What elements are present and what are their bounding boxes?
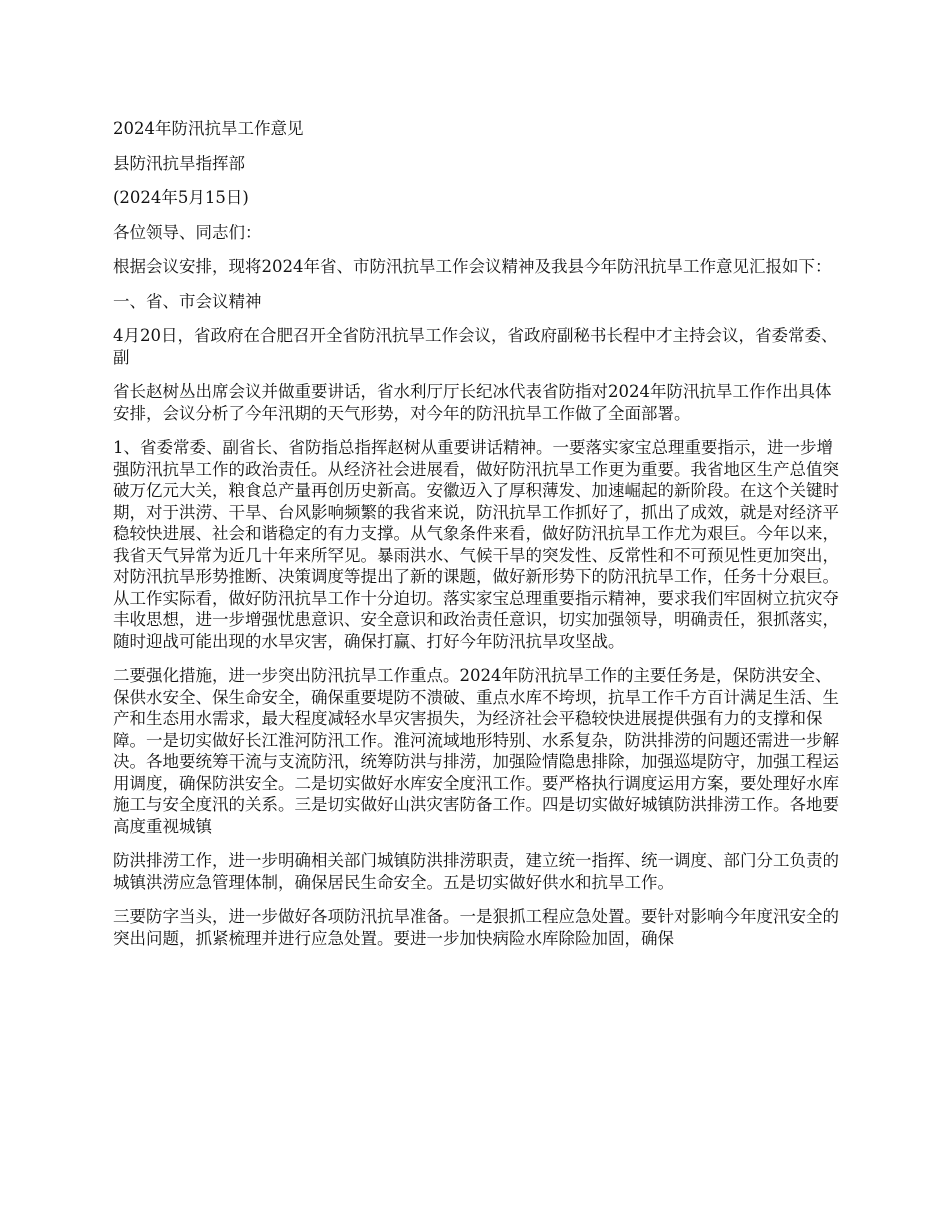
paragraph: 4月20日，省政府在合肥召开全省防汛抗旱工作会议，省政府副秘书长程中才主持会议，省委常委、副 (113, 326, 838, 367)
paragraph: 三要防字当头，进一步做好各项防汛抗旱准备。一是狠抓工程应急处置。要针对影响今年度汛安全的突出问题，抓紧梳理并进行应急处置。要进一步加快病险水库除险加固，确保 (113, 907, 839, 948)
document-issuer: 县防汛抗旱指挥部 (113, 153, 245, 173)
document-salutation: 各位领导、同志们： (113, 222, 262, 242)
document-date: (2024年5月15日) (113, 188, 249, 207)
section-heading: 一、省、市会议精神 (113, 291, 262, 311)
paragraph-intro: 根据会议安排，现将2024年省、市防汛抗旱工作会议精神及我县今年防汛抗旱工作意见汇报如下： (113, 257, 832, 276)
document-title: 2024年防汛抗旱工作意见 (113, 119, 304, 138)
paragraph: 防洪排涝工作，进一步明确相关部门城镇防洪排涝职责，建立统一指挥、统一调度、部门分工负责的城镇洪涝应急管理体制，确保居民生命安全。五是切实做好供水和抗旱工作。 (113, 851, 839, 892)
document-page (113, 118, 843, 962)
paragraph: 二要强化措施，进一步突出防汛抗旱工作重点。2024年防汛抗旱工作的主要任务是，保防洪安全、保供水安全、保生命安全，确保重要堤防不溃破、重点水库不垮坝，抗旱工作千方百计满足生活、生产和生态用水需求，最大程度减轻水旱灾害损失，为经济社会平稳较快进展提供强有力的支撑和保障。一是切实做好长江淮河防汛工作。淮河流域地形特别、水系复杂，防洪排涝的问题还需进一步解决。各地要统筹干流与支流防汛，统筹防洪与排涝，加强险情隐患排除，加强巡堤防守，加强工程运用调度，确保防洪安全。二是切实做好水库安全度汛工作。要严格执行调度运用方案，要处理好水库施工与安全度汛的关系。三是切实做好山洪灾害防备工作。四是切实做好城镇防洪排涝工作。各地要高度重视城镇 (113, 666, 839, 836)
paragraph: 1、省委常委、副省长、省防指总指挥赵树从重要讲话精神。一要落实家宝总理重要指示，进一步增强防汛抗旱工作的政治责任。从经济社会进展看，做好防汛抗旱工作更为重要。我省地区生产总值突破万亿元大关，粮食总产量再创历史新高。安徽迈入了厚积薄发、加速崛起的新阶段。在这个关键时期，对于洪涝、干旱、台风影响频繁的我省来说，防汛抗旱工作抓好了，抓出了成效，就是对经济平稳较快进展、社会和谐稳定的有力支撑。从气象条件来看，做好防汛抗旱工作尤为艰巨。今年以来，我省天气异常为近几十年来所罕见。暴雨洪水、气候干旱的突发性、反常性和不可预见性更加突出，对防汛抗旱形势推断、决策调度等提出了新的课题，做好新形势下的防汛抗旱工作，任务十分艰巨。从工作实际看，做好防汛抗旱工作十分迫切。落实家宝总理重要指示精神，要求我们牢固树立抗灾夺丰收思想，进一步增强忧患意识、安全意识和政治责任意识，切实加强领导，明确责任，狠抓落实，随时迎战可能出现的水旱灾害，确保打赢、打好今年防汛抗旱攻坚战。 (113, 438, 839, 651)
paragraph: 省长赵树丛出席会议并做重要讲话，省水利厅厅长纪冰代表省防指对2024年防汛抗旱工作作出具体安排，会议分析了今年汛期的天气形势，对今年的防汛抗旱工作做了全面部署。 (113, 382, 832, 423)
